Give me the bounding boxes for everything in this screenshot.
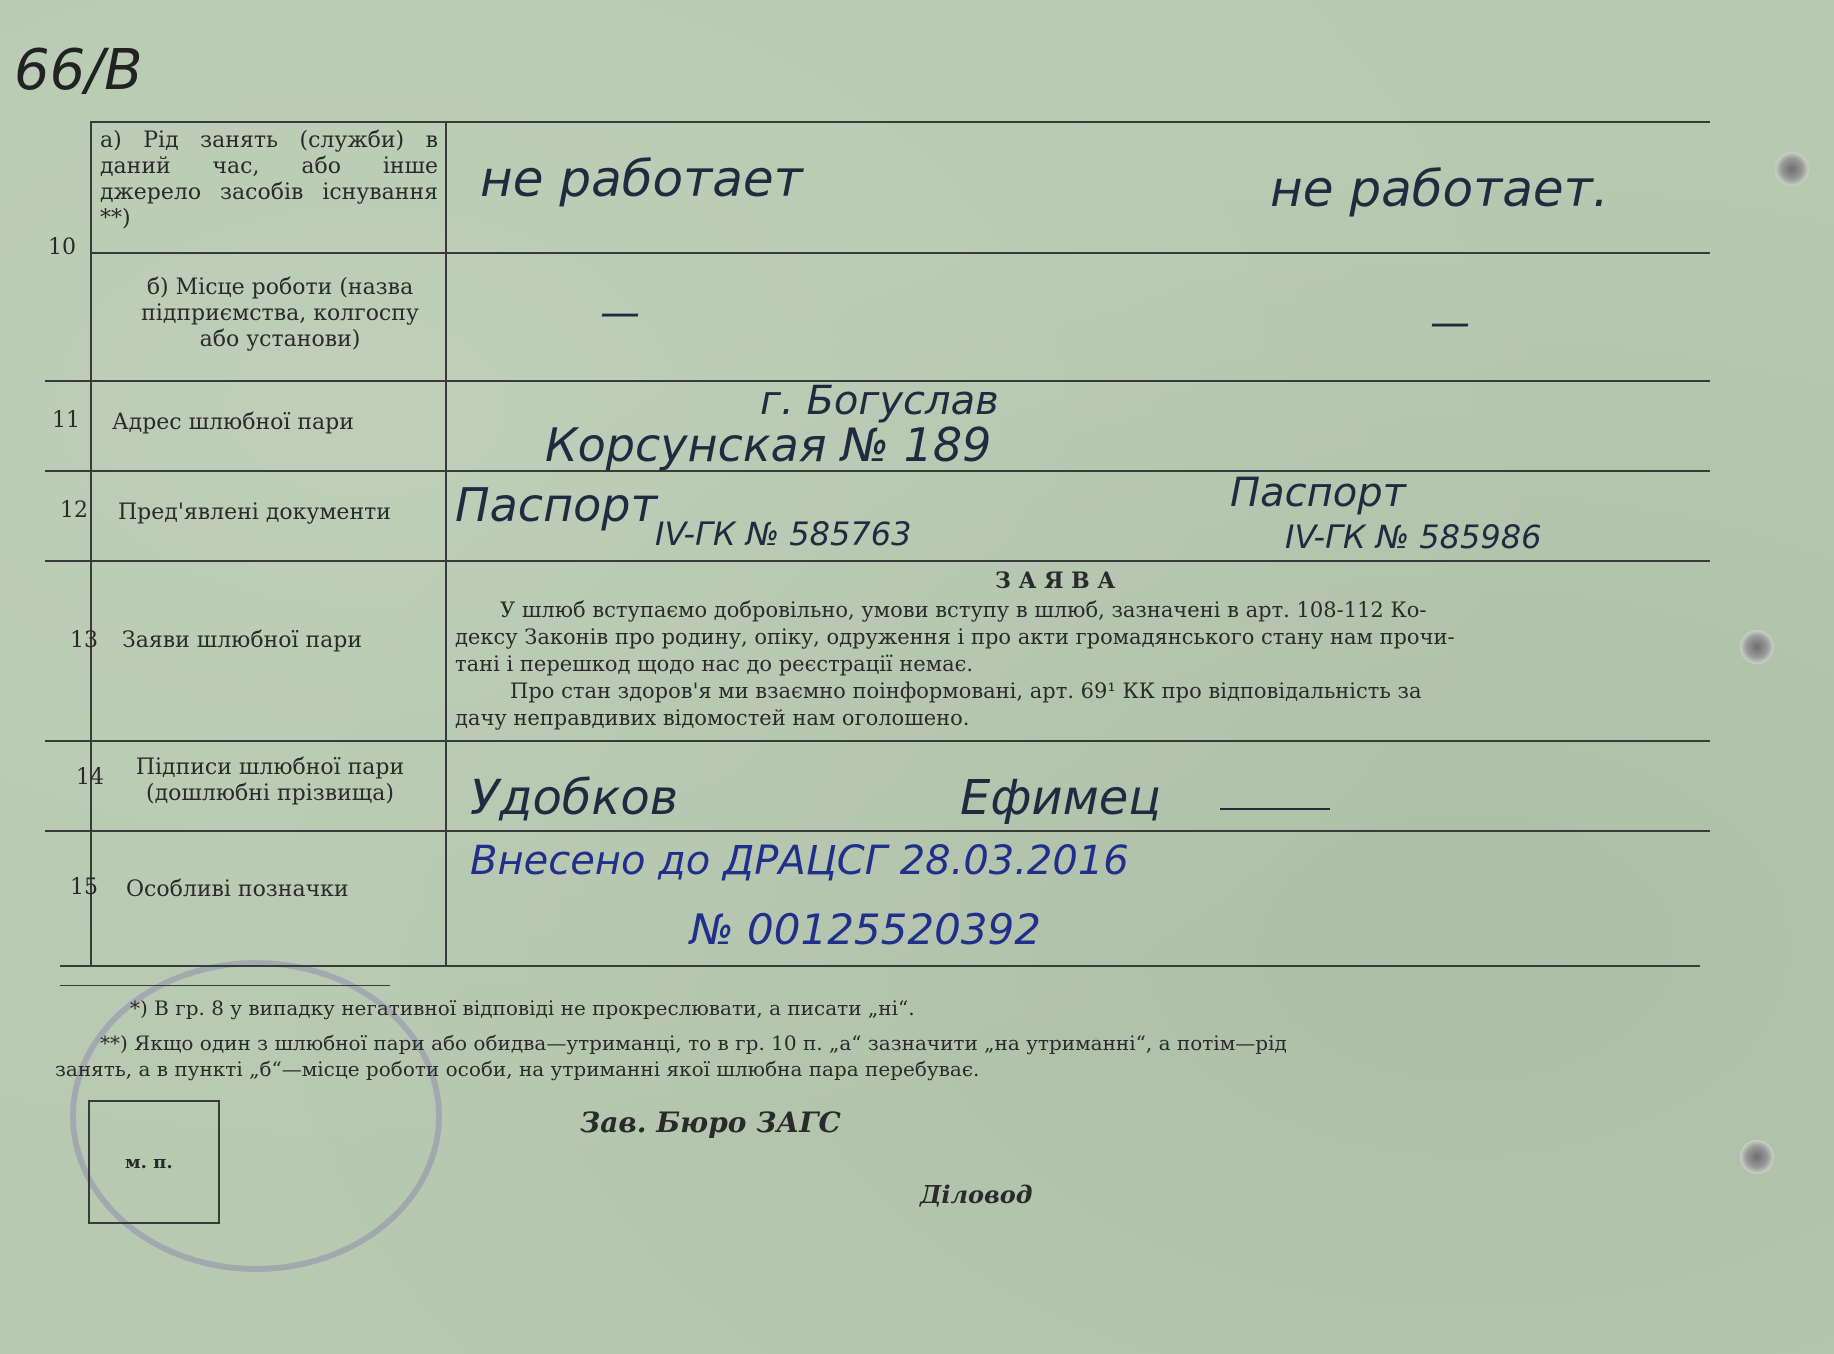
footnote-2-line2: занять, а в пункті „б“—місце роботи особи, на утриманні якої шлюбна пара перебуває. bbox=[55, 1057, 980, 1081]
statement-p1-line1: У шлюб вступаємо добровільно, умови вступу в шлюб, зазначені в арт. 108-112 Ко- bbox=[500, 598, 1427, 622]
clerk-label: Діловод bbox=[920, 1180, 1033, 1209]
signature-2: Ефимец bbox=[960, 770, 1161, 826]
row-12-value-1-line2: IV-ГК № 585763 bbox=[655, 515, 912, 553]
row-10b-value-2: — bbox=[1430, 300, 1470, 346]
statement-p2-line1: Про стан здоров'я ми взаємно поінформовані, арт. 69¹ КК про відповідальність за bbox=[510, 679, 1422, 703]
head-of-registry-label: Зав. Бюро ЗАГС bbox=[580, 1106, 841, 1139]
row-12-label: Пред'явлені документи bbox=[118, 500, 391, 525]
row-13-bottom bbox=[45, 740, 1710, 742]
punch-hole bbox=[1740, 1140, 1774, 1174]
row-11-value-line1: г. Богуслав bbox=[760, 378, 999, 424]
statement-p2-line2: дачу неправдивих відомостей нам оголошено. bbox=[455, 706, 970, 730]
number-column-divider bbox=[90, 121, 92, 965]
row-number-11: 11 bbox=[52, 408, 80, 433]
row-12-bottom bbox=[45, 560, 1710, 562]
row-10a-label: а) Рід занять (служби) в даний час, або інше джерело засобів існування **) bbox=[100, 128, 438, 231]
row-11-label: Адрес шлюбної пари bbox=[112, 410, 354, 435]
footnote-2-line1: **) Якщо один з шлюбної пари або обидва—утриманці, то в гр. 10 п. „а“ зазначити „на утриманні“, а потім—рід bbox=[100, 1031, 1287, 1055]
row-number-12: 12 bbox=[60, 498, 88, 523]
row-12-value-1-line1: Паспорт bbox=[455, 478, 658, 532]
row-12-value-2-line2: IV-ГК № 585986 bbox=[1285, 518, 1542, 556]
row-10a-bottom bbox=[90, 252, 1710, 254]
row-14-bottom bbox=[45, 830, 1710, 832]
table-top-line bbox=[90, 121, 1710, 123]
row-15-note-line2: № 00125520392 bbox=[690, 905, 1041, 954]
row-13-label: Заяви шлюбної пари bbox=[122, 628, 363, 653]
row-10a-value-1: не работает bbox=[480, 150, 803, 208]
row-number-14: 14 bbox=[76, 765, 104, 790]
punch-hole bbox=[1775, 152, 1809, 186]
row-number-10: 10 bbox=[48, 235, 76, 260]
label-column-divider bbox=[445, 121, 447, 965]
punch-hole bbox=[1740, 630, 1774, 664]
row-15-label: Особливі позначки bbox=[126, 877, 349, 902]
table-bottom-line bbox=[60, 965, 1700, 967]
footnote-rule bbox=[60, 985, 390, 986]
signature-underline bbox=[1220, 808, 1330, 810]
footnote-1: *) В гр. 8 у випадку негативної відповіді не прокреслювати, а писати „ні“. bbox=[130, 996, 915, 1020]
row-14-label: Підписи шлюбної пари (дошлюбні прізвища) bbox=[135, 755, 405, 806]
row-10a-value-2: не работает. bbox=[1270, 160, 1609, 218]
row-10b-label: б) Місце роботи (назва підприємства, колгоспу або установи) bbox=[141, 275, 419, 352]
row-15-note-line1: Внесено до ДРАЦСГ 28.03.2016 bbox=[470, 838, 1129, 884]
page-mark: 66/В bbox=[14, 38, 143, 103]
statement-title: З А Я В А bbox=[995, 568, 1116, 594]
row-11-value-line2: Корсунская № 189 bbox=[545, 418, 992, 472]
signature-1: Удобков bbox=[470, 770, 679, 826]
seal-place-label: м. п. bbox=[125, 1152, 173, 1173]
statement-p1-line3: тані і перешкод щодо нас до реєстрації немає. bbox=[455, 652, 974, 676]
row-number-13: 13 bbox=[70, 628, 98, 653]
row-number-15: 15 bbox=[70, 875, 98, 900]
row-10b-value-1: — bbox=[600, 290, 640, 336]
row-12-value-2-line1: Паспорт bbox=[1230, 470, 1406, 516]
statement-p1-line2: дексу Законів про родину, опіку, одруження і про акти громадянського стану нам прочи- bbox=[455, 625, 1455, 649]
